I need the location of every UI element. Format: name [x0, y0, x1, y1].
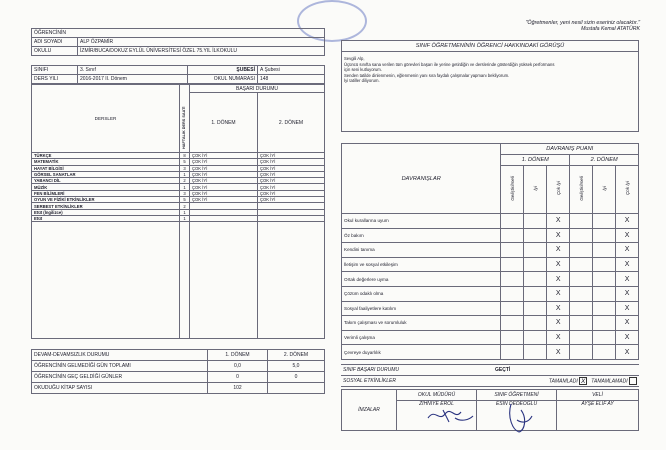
subject-name: Etüt (İngilizce)	[32, 209, 180, 215]
behavior-name: Sosyal faaliyetlere katılım	[342, 301, 501, 316]
empty-mark-cell	[570, 286, 593, 301]
class-value: 3. Sınıf	[78, 66, 188, 75]
branch-label: ŞUBESİ	[188, 66, 258, 75]
student-title: ÖĞRENCİNİN	[32, 29, 325, 38]
behavior-term1: 1. DÖNEM	[501, 155, 570, 166]
empty-mark-cell	[593, 345, 616, 360]
empty-mark-cell	[501, 286, 524, 301]
books-label: OKUDUĞU KİTAP SAYISI	[32, 383, 208, 394]
lessons-header: DERSLER	[32, 85, 180, 153]
empty-mark-cell	[524, 272, 547, 287]
subject-term2-grade: ÇOK İYİ	[258, 178, 325, 184]
empty-mark-cell	[593, 214, 616, 229]
empty-mark-cell	[570, 272, 593, 287]
opinion-line-5: İyi tatiller diliyorum.	[344, 78, 380, 84]
behavior-row	[342, 316, 639, 331]
subject-term1-grade: ÇOK İYİ	[190, 190, 258, 196]
term2-very-good-mark: X	[616, 228, 639, 243]
subject-hours: 1	[180, 215, 190, 221]
empty-mark-cell	[570, 316, 593, 331]
term1-very-good-mark: X	[547, 316, 570, 331]
late-label: ÖĞRENCİNİN GEÇ GELDİĞİ GÜNLER	[32, 372, 208, 383]
name-label: ADI SOYADI	[32, 38, 78, 47]
absent-t2: 5,0	[268, 361, 325, 372]
subject-hours: 8	[180, 153, 190, 159]
empty-mark-cell	[593, 243, 616, 258]
subject-hours: 5	[180, 159, 190, 165]
quote-author: Mustafa Kemal ATATÜRK	[581, 26, 640, 32]
empty-mark-cell	[570, 257, 593, 272]
term1-very-good-mark: X	[547, 243, 570, 258]
col-good-1: İyi	[532, 186, 538, 191]
opinion-line-2: Üçüncü sınıfta sana verilen tüm görevleri başarı ile yerine getirdiğin ve derslerinde gösterdiğin yüksek performans	[344, 61, 555, 67]
col-good-2: İyi	[601, 186, 607, 191]
subject-name: HAYAT BİLGİSİ	[32, 165, 180, 171]
empty-mark-cell	[524, 257, 547, 272]
att-term2: 2. DÖNEM	[268, 350, 325, 361]
empty-mark-cell	[593, 272, 616, 287]
subject-term2-grade: ÇOK İYİ	[258, 171, 325, 177]
behavior-row	[342, 301, 639, 316]
subject-term2-grade: ÇOK İYİ	[258, 190, 325, 196]
subject-hours: 2	[180, 178, 190, 184]
behavior-name: Çözüm odaklı olma	[342, 286, 501, 301]
signatures-label: İMZALAR	[342, 389, 397, 430]
empty-mark-cell	[524, 301, 547, 316]
attendance-header: DEVAM-DEVAMSIZLIK DURUMU	[32, 350, 208, 361]
empty-mark-cell	[570, 243, 593, 258]
empty-mark-cell	[570, 214, 593, 229]
opinion-table	[341, 40, 639, 132]
parent-title: VELİ	[557, 389, 639, 400]
term1-very-good-mark: X	[547, 286, 570, 301]
status-value: GEÇTİ	[493, 364, 639, 375]
teacher-signature	[505, 400, 535, 436]
class-label: SINIFI	[32, 66, 78, 75]
empty-mark-cell	[570, 228, 593, 243]
not-completed-checkbox[interactable]	[629, 377, 637, 385]
subject-term2-grade: ÇOK İYİ	[258, 165, 325, 171]
subject-hours: 1	[180, 171, 190, 177]
completed-checkbox[interactable]: X	[580, 377, 586, 385]
term1-very-good-mark: X	[547, 330, 570, 345]
teacher-name: ESİN DEDEOĞLU	[477, 400, 557, 430]
term1-very-good-mark: X	[547, 301, 570, 316]
behavior-name: Okul kurallarına uyum	[342, 214, 501, 229]
behavior-row	[342, 214, 639, 229]
subject-name: GÖRSEL SANATLAR	[32, 171, 180, 177]
empty-mark-cell	[524, 243, 547, 258]
behavior-row	[342, 257, 639, 272]
subject-name: MATEMATİK	[32, 159, 180, 165]
number-label: OKUL NUMARASI	[188, 75, 258, 84]
school-value: İZMİR/BUCA/DOKUZ EYLÜL ÜNİVERSİTESİ ÖZEL 75.YIL İLKOKULU	[78, 47, 325, 56]
behavior-name: Öz bakım	[342, 228, 501, 243]
school-label: OKULU	[32, 47, 78, 56]
term2-very-good-mark: X	[616, 345, 639, 360]
right-panel	[341, 40, 639, 431]
social-label: SOSYAL ETKİNLİKLER	[341, 375, 493, 386]
quote-text: "Öğretmenler, yeni nesil sizin eseriniz olacaktır."	[525, 20, 640, 26]
subject-name: FEN BİLİMLERİ	[32, 190, 180, 196]
empty-mark-cell	[570, 330, 593, 345]
late-t1: 0	[208, 372, 268, 383]
empty-mark-cell	[524, 345, 547, 360]
branch-value: A Şubesi	[258, 66, 325, 75]
behavior-name: İletişim ve sosyal etkileşim	[342, 257, 501, 272]
behavior-row	[342, 243, 639, 258]
behavior-name: Takım çalışması ve sorumluluk	[342, 316, 501, 331]
term2-header: 2. DÖNEM	[258, 93, 325, 153]
subject-term2-grade: ÇOK İYİ	[258, 159, 325, 165]
empty-mark-cell	[501, 330, 524, 345]
subject-term1-grade: ÇOK İYİ	[190, 184, 258, 190]
empty-mark-cell	[501, 257, 524, 272]
term2-very-good-mark: X	[616, 286, 639, 301]
empty-mark-cell	[593, 286, 616, 301]
term1-very-good-mark: X	[547, 257, 570, 272]
teacher-title: SINIF ÖĞRETMENİ	[477, 389, 557, 400]
name-value: ALP ÖZPAMİR	[78, 38, 325, 47]
status-label: SINIF BAŞARI DURUMU	[341, 364, 493, 375]
empty-mark-cell	[593, 228, 616, 243]
term1-very-good-mark: X	[547, 214, 570, 229]
term2-very-good-mark: X	[616, 257, 639, 272]
col-vgood-1: Çok İyi	[555, 181, 561, 196]
absent-label: ÖĞRENCİNİN GELMEDİĞİ GÜN TOPLAMI	[32, 361, 208, 372]
behavior-row	[342, 228, 639, 243]
parent-name: AYŞE ELİF AY	[557, 400, 639, 430]
principal-title: OKUL MÜDÜRÜ	[397, 389, 477, 400]
empty-mark-cell	[501, 301, 524, 316]
subject-term1-grade: ÇOK İYİ	[190, 153, 258, 159]
empty-mark-cell	[501, 316, 524, 331]
left-panel	[31, 28, 325, 394]
subject-term2-grade: ÇOK İYİ	[258, 184, 325, 190]
subject-term2-grade: ÇOK İYİ	[258, 197, 325, 203]
term2-very-good-mark: X	[616, 301, 639, 316]
empty-mark-cell	[501, 272, 524, 287]
success-header: BAŞARI DURUMU	[190, 85, 325, 93]
signatures-table	[341, 389, 639, 431]
empty-mark-cell	[501, 228, 524, 243]
books-value: 102	[208, 383, 268, 394]
term1-very-good-mark: X	[547, 345, 570, 360]
number-value: 148	[258, 75, 325, 84]
empty-mark-cell	[570, 345, 593, 360]
not-completed-label: TAMAMLAMADI	[591, 378, 628, 385]
subject-hours: 5	[180, 197, 190, 203]
col-vgood-2: Çok İyi	[624, 181, 630, 196]
behaviors-header: DAVRANIŞLAR	[342, 144, 501, 214]
col-improve-1: Geliştirilmeli	[509, 176, 515, 201]
behavior-row	[342, 286, 639, 301]
empty-mark-cell	[524, 316, 547, 331]
principal-name: ZİHNİYE EROL	[397, 400, 477, 430]
class-info-table	[31, 65, 325, 84]
year-value: 2016-2017 II. Dönem	[78, 75, 188, 84]
opinion-title: SINIF ÖĞRETMENİNİN ÖĞRENCİ HAKKINDAKİ GÖRÜŞÜ	[342, 41, 639, 52]
empty-mark-cell	[501, 243, 524, 258]
quote-block	[440, 20, 640, 32]
empty-mark-cell	[570, 301, 593, 316]
empty-mark-cell	[524, 228, 547, 243]
attendance-table	[31, 349, 325, 394]
empty-mark-cell	[593, 301, 616, 316]
empty-mark-cell	[524, 214, 547, 229]
behavior-table	[341, 143, 639, 360]
term2-very-good-mark: X	[616, 272, 639, 287]
behavior-term2: 2. DÖNEM	[570, 155, 639, 166]
subject-name: Etüt	[32, 215, 180, 221]
completed-label: TAMAMLADI	[548, 378, 578, 385]
empty-mark-cell	[593, 330, 616, 345]
opinion-line-3: için seni kutluyorum.	[344, 67, 382, 73]
empty-mark-cell	[524, 286, 547, 301]
grades-table	[31, 84, 325, 339]
empty-mark-cell	[501, 345, 524, 360]
term2-very-good-mark: X	[616, 330, 639, 345]
subject-term2-grade: ÇOK İYİ	[258, 153, 325, 159]
subject-hours: 1	[180, 184, 190, 190]
subject-hours: 3	[180, 165, 190, 171]
behavior-row	[342, 330, 639, 345]
subject-hours: 3	[180, 190, 190, 196]
term2-very-good-mark: X	[616, 214, 639, 229]
subject-hours: 1	[180, 209, 190, 215]
subject-name: OYUN VE FİZİKİ ETKİNLİKLER	[32, 197, 180, 203]
term2-very-good-mark: X	[616, 316, 639, 331]
empty-mark-cell	[593, 257, 616, 272]
term2-very-good-mark: X	[616, 243, 639, 258]
student-info-table	[31, 28, 325, 56]
behavior-name: Kendini tanıma	[342, 243, 501, 258]
absent-t1: 0,0	[208, 361, 268, 372]
att-term1: 1. DÖNEM	[208, 350, 268, 361]
year-label: DERS YILI	[32, 75, 78, 84]
hours-header: HAFTALIK DERS SAATİ	[182, 106, 186, 149]
empty-mark-cell	[524, 330, 547, 345]
term1-very-good-mark: X	[547, 228, 570, 243]
principal-signature	[425, 404, 475, 426]
subject-term1-grade: ÇOK İYİ	[190, 197, 258, 203]
subject-term1-grade: ÇOK İYİ	[190, 165, 258, 171]
behavior-name: Verimli çalışma	[342, 330, 501, 345]
subject-term1-grade: ÇOK İYİ	[190, 178, 258, 184]
subject-hours: 2	[180, 203, 190, 209]
behavior-name: Ortak değerlere uyma	[342, 272, 501, 287]
opinion-line-4: Senden tatilde dinlenmenin, eğlenmenin yanı sıra faydalı çalışmalar yapmanı bekliyorum.	[344, 72, 510, 78]
subject-name: MÜZİK	[32, 184, 180, 190]
subject-term1-grade: ÇOK İYİ	[190, 159, 258, 165]
status-table	[341, 364, 639, 387]
behavior-title: DAVRANIŞ PUANI	[501, 144, 639, 155]
late-t2: 0	[268, 372, 325, 383]
behavior-name: Çevreye duyarlılık	[342, 345, 501, 360]
behavior-row	[342, 272, 639, 287]
col-improve-2: Geliştirilmeli	[578, 176, 584, 201]
term1-header: 1. DÖNEM	[190, 93, 258, 153]
opinion-line-1: Sevgili Alp,	[344, 56, 365, 61]
subject-term1-grade: ÇOK İYİ	[190, 171, 258, 177]
empty-mark-cell	[501, 214, 524, 229]
subject-name: TÜRKÇE	[32, 153, 180, 159]
term1-very-good-mark: X	[547, 272, 570, 287]
empty-mark-cell	[593, 316, 616, 331]
behavior-row	[342, 345, 639, 360]
subject-name: SERBEST ETKİNLİKLER	[32, 203, 180, 209]
subject-name: YABANCI DİL	[32, 178, 180, 184]
